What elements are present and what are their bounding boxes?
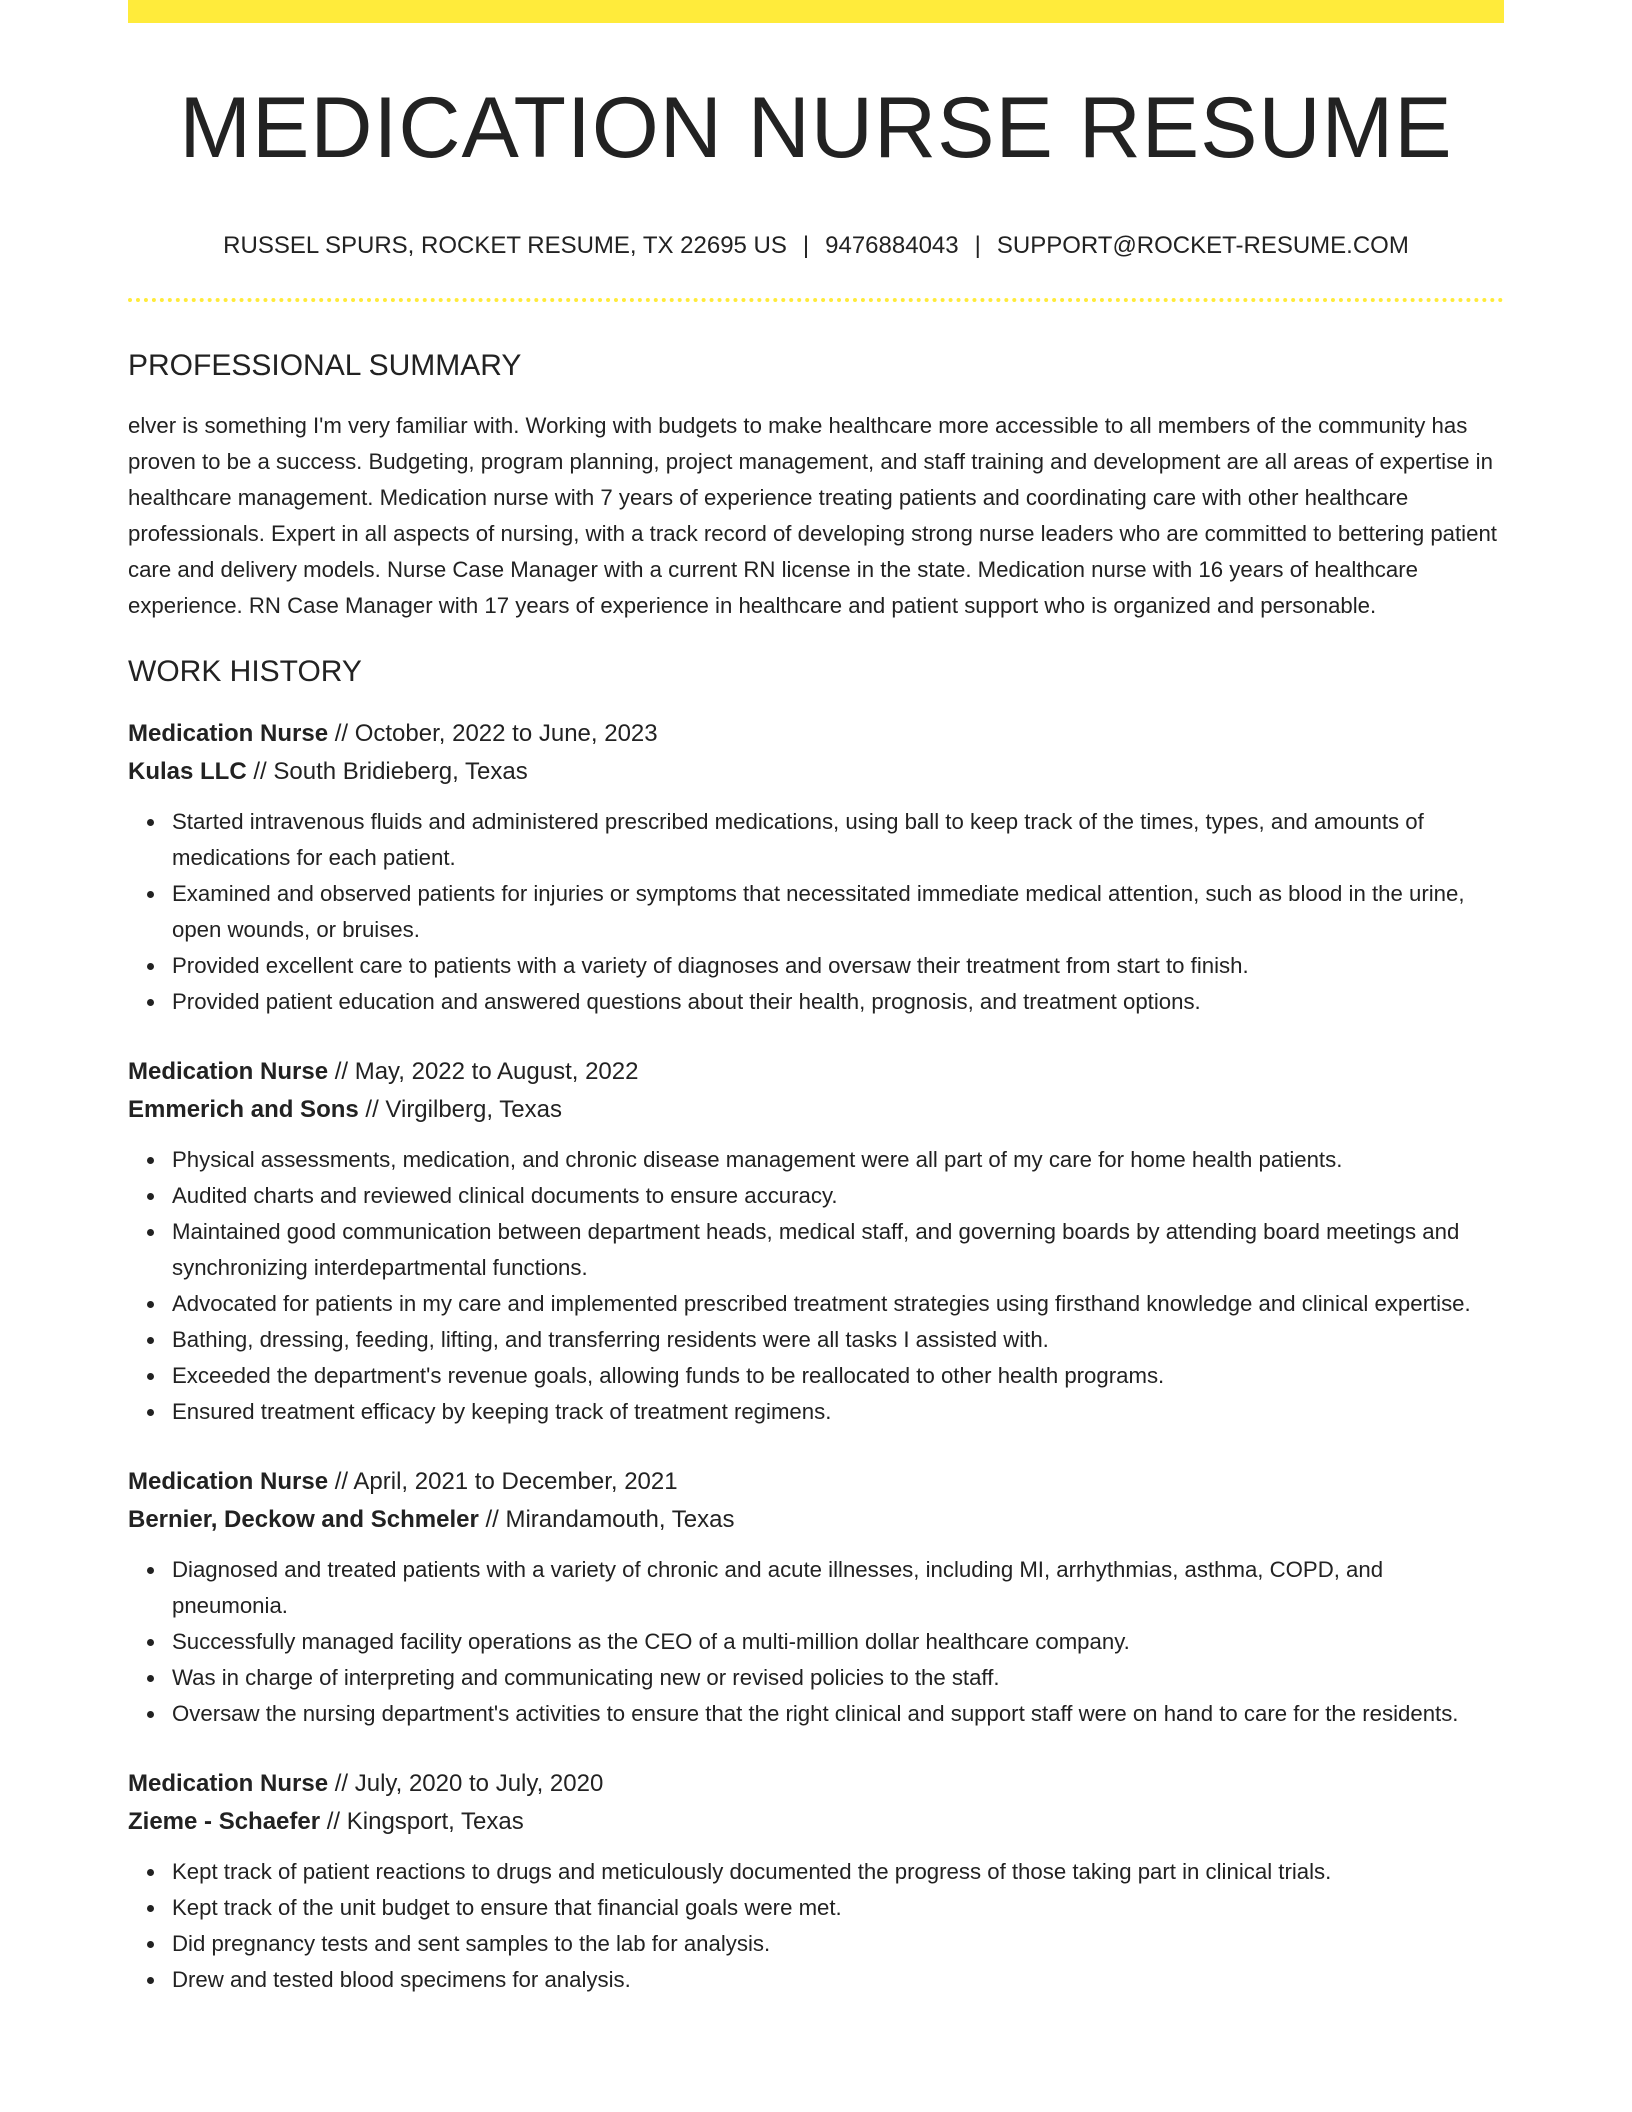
summary-text: elver is something I'm very familiar with. Working with budgets to make healthcare more accessible to all members of the community has proven to be a success. Budgeting, program planning, project management, and staff training and development are all areas of expertise in healthcare management. Medication nurse with 7 years of experience treating patients and coordinating care with other healthcare professionals. Expert in all aspects of nursing, with a track record of developing strong nurse leaders who are committed to bettering patient care and delivery models. Nurse Case Manager with a current RN license in the state. Medication nurse with 16 years of healthcare experience. RN Case Manager with 17 years of experience in healthcare and patient support who is organized and personable. bbox=[128, 413, 1497, 618]
bullet-item: Ensured treatment efficacy by keeping track of treatment regimens. bbox=[172, 1394, 1504, 1430]
bullet-item: Oversaw the nursing department's activities to ensure that the right clinical and support staff were on hand to care for the residents. bbox=[172, 1696, 1504, 1732]
job-dates: // July, 2020 to July, 2020 bbox=[328, 1770, 604, 1797]
job-title: Medication Nurse bbox=[128, 720, 329, 747]
work-history-heading: WORK HISTORY bbox=[128, 655, 362, 688]
bullet-item: Diagnosed and treated patients with a variety of chronic and acute illnesses, including MI, arrhythmias, asthma, COPD, and pneumonia. bbox=[172, 1552, 1504, 1624]
bullet-item: Kept track of the unit budget to ensure that financial goals were met. bbox=[172, 1890, 1504, 1926]
bullet-item: Maintained good communication between department heads, medical staff, and governing boards by attending board meetings and synchronizing interdepartmental functions. bbox=[172, 1214, 1504, 1286]
job-bullets bbox=[128, 1142, 1504, 1430]
job-location: // Virgilberg, Texas bbox=[358, 1096, 562, 1123]
job-bullets bbox=[128, 1552, 1504, 1732]
contact-email: SUPPORT@ROCKET-RESUME.COM bbox=[996, 232, 1409, 259]
job-entry bbox=[128, 1463, 1504, 1732]
contact-separator: | bbox=[802, 232, 810, 259]
bullet-item: Successfully managed facility operations as the CEO of a multi-million dollar healthcare company. bbox=[172, 1624, 1504, 1660]
bullet-item: Bathing, dressing, feeding, lifting, and transferring residents were all tasks I assisted with. bbox=[172, 1322, 1504, 1358]
job-company-line bbox=[128, 1091, 1504, 1129]
job-entry bbox=[128, 715, 1504, 1020]
contact-line bbox=[128, 232, 1504, 260]
job-company: Bernier, Deckow and Schmeler bbox=[128, 1506, 479, 1533]
dotted-divider bbox=[128, 298, 1504, 302]
job-company: Zieme - Schaefer bbox=[128, 1808, 321, 1835]
job-title-line bbox=[128, 715, 1504, 753]
bullet-item: Exceeded the department's revenue goals, allowing funds to be reallocated to other health programs. bbox=[172, 1358, 1504, 1394]
resume-page bbox=[128, 0, 1504, 1998]
job-dates: // October, 2022 to June, 2023 bbox=[328, 720, 658, 747]
job-location: // Kingsport, Texas bbox=[320, 1808, 524, 1835]
bullet-item: Provided excellent care to patients with a variety of diagnoses and oversaw their treatment from start to finish. bbox=[172, 948, 1504, 984]
bullet-item: Was in charge of interpreting and communicating new or revised policies to the staff. bbox=[172, 1660, 1504, 1696]
bullet-item: Physical assessments, medication, and chronic disease management were all part of my care for home health patients. bbox=[172, 1142, 1504, 1178]
bullet-item: Kept track of patient reactions to drugs and meticulously documented the progress of those taking part in clinical trials. bbox=[172, 1854, 1504, 1890]
job-location: // South Bridieberg, Texas bbox=[246, 758, 528, 785]
job-company-line bbox=[128, 1803, 1504, 1841]
bullet-item: Advocated for patients in my care and implemented prescribed treatment strategies using firsthand knowledge and clinical expertise. bbox=[172, 1286, 1504, 1322]
bullet-item: Started intravenous fluids and administered prescribed medications, using ball to keep track of the times, types, and amounts of medications for each patient. bbox=[172, 804, 1504, 876]
job-entry bbox=[128, 1053, 1504, 1430]
job-dates: // April, 2021 to December, 2021 bbox=[328, 1468, 678, 1495]
job-bullets bbox=[128, 804, 1504, 1020]
job-company-line bbox=[128, 1501, 1504, 1539]
job-title: Medication Nurse bbox=[128, 1468, 329, 1495]
job-location: // Mirandamouth, Texas bbox=[478, 1506, 735, 1533]
job-company-line bbox=[128, 753, 1504, 791]
job-entry bbox=[128, 1765, 1504, 1998]
bullet-item: Examined and observed patients for injuries or symptoms that necessitated immediate medical attention, such as blood in the urine, open wounds, or bruises. bbox=[172, 876, 1504, 948]
job-title-line bbox=[128, 1463, 1504, 1501]
job-title: Medication Nurse bbox=[128, 1770, 329, 1797]
job-company: Emmerich and Sons bbox=[128, 1096, 359, 1123]
contact-separator: | bbox=[974, 232, 981, 259]
summary-heading: PROFESSIONAL SUMMARY bbox=[128, 349, 522, 382]
accent-top-bar bbox=[128, 0, 1504, 23]
contact-address: RUSSEL SPURS, ROCKET RESUME, TX 22695 US bbox=[223, 232, 787, 259]
bullet-item: Provided patient education and answered questions about their health, prognosis, and treatment options. bbox=[172, 984, 1504, 1020]
job-title-line bbox=[128, 1765, 1504, 1803]
bullet-item: Drew and tested blood specimens for analysis. bbox=[172, 1962, 1504, 1998]
job-title-line bbox=[128, 1053, 1504, 1091]
job-dates: // May, 2022 to August, 2022 bbox=[328, 1058, 639, 1085]
bullet-item: Did pregnancy tests and sent samples to the lab for analysis. bbox=[172, 1926, 1504, 1962]
bullet-item: Audited charts and reviewed clinical documents to ensure accuracy. bbox=[172, 1178, 1504, 1214]
page-title: MEDICATION NURSE RESUME bbox=[179, 80, 1453, 176]
job-title: Medication Nurse bbox=[128, 1058, 329, 1085]
contact-phone: 9476884043 bbox=[825, 232, 959, 259]
job-company: Kulas LLC bbox=[128, 758, 247, 785]
job-bullets bbox=[128, 1854, 1504, 1998]
